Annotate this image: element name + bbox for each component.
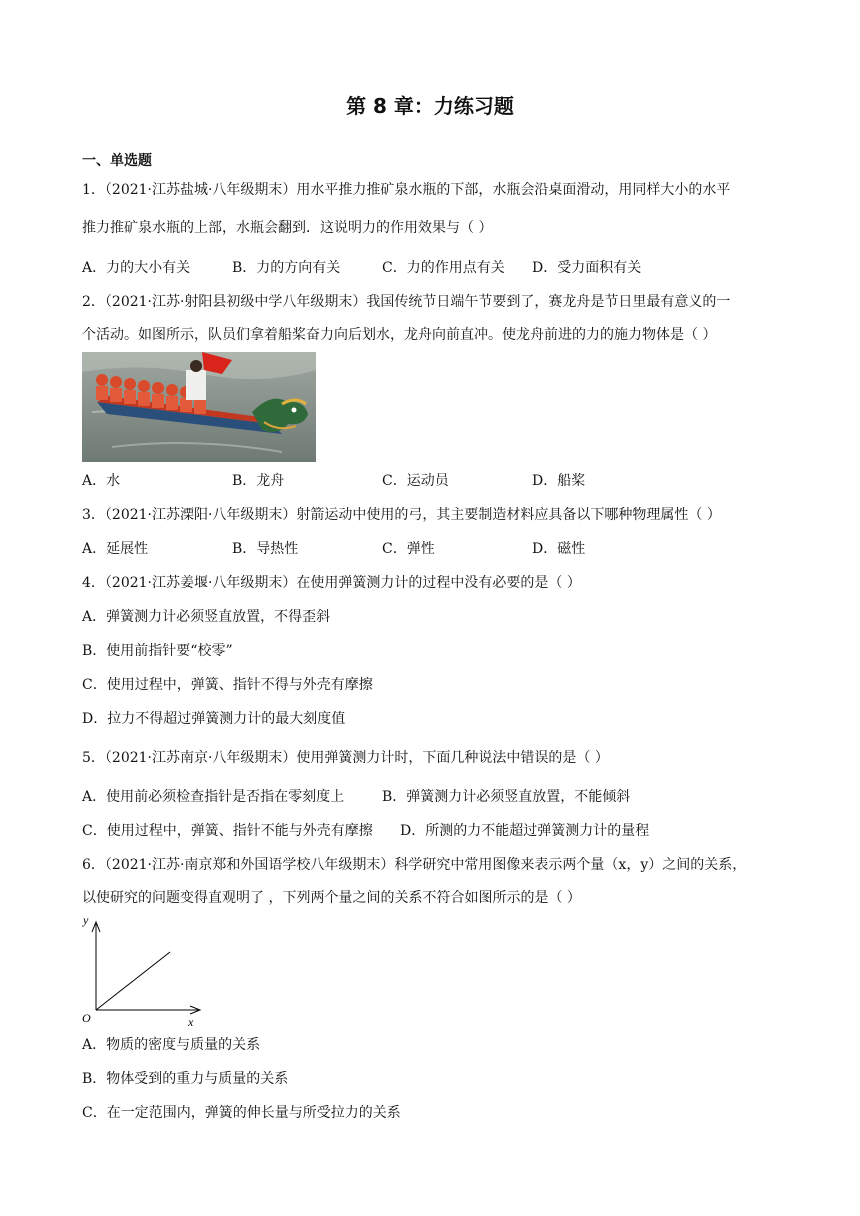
graph-origin-label: O bbox=[82, 1011, 91, 1025]
question-2-line-1: 2．（2021·江苏·射阳县初级中学八年级期末）我国传统节日端午节要到了，赛龙舟是节日里最有意义的一 bbox=[82, 294, 731, 310]
question-4-line-1: 4．（2021·江苏姜堰·八年级期末）在使用弹簧测力计的过程中没有必要的是（ ） bbox=[82, 575, 581, 591]
question-6-line-1: 6．（2021·江苏·南京郑和外国语学校八年级期末）科学研究中常用图像来表示两个量（x，y）之间的关系， bbox=[82, 857, 747, 873]
section-heading: 一、单选题 bbox=[82, 153, 152, 169]
question-6-option-a: A．物质的密度与质量的关系 bbox=[82, 1037, 261, 1053]
question-5-option-d: D．所测的力不能超过弹簧测力计的量程 bbox=[400, 823, 650, 839]
question-5-option-a: A．使用前必须检查指针是否指在零刻度上 bbox=[82, 789, 345, 805]
question-2-option-c: C．运动员 bbox=[382, 473, 449, 489]
question-1-option-b: B．力的方向有关 bbox=[232, 260, 341, 276]
dragon-boat-photo bbox=[82, 352, 316, 462]
question-4-option-b: B．使用前指针要“校零” bbox=[82, 643, 233, 659]
question-2-option-b: B．龙舟 bbox=[232, 473, 285, 489]
question-4-option-c: C．使用过程中，弹簧、指针不得与外壳有摩擦 bbox=[82, 677, 373, 693]
question-1-option-c: C．力的作用点有关 bbox=[382, 260, 505, 276]
question-2-line-2: 个活动。如图所示，队员们拿着船桨奋力向后划水，龙舟向前直冲。使龙舟前进的力的施力物体是（ ） bbox=[82, 327, 717, 343]
graph-x-label: x bbox=[188, 1015, 194, 1029]
question-3-option-b: B．导热性 bbox=[232, 541, 299, 557]
question-6-option-b: B．物体受到的重力与质量的关系 bbox=[82, 1071, 289, 1087]
question-1-option-a: A．力的大小有关 bbox=[82, 260, 191, 276]
question-1-line-1: 1．（2021·江苏盐城·八年级期末）用水平推力推矿泉水瓶的下部，水瓶会沿桌面滑动，用同样大小的水平 bbox=[82, 182, 731, 198]
page-title: 第 8 章：力练习题 bbox=[346, 94, 514, 118]
question-5-option-c: C．使用过程中，弹簧、指针不能与外壳有摩擦 bbox=[82, 823, 373, 839]
question-1-line-2: 推力推矿泉水瓶的上部，水瓶会翻到．这说明力的作用效果与（ ） bbox=[82, 220, 493, 236]
question-5-line-1: 5．（2021·江苏南京·八年级期末）使用弹簧测力计时，下面几种说法中错误的是（ ） bbox=[82, 750, 609, 766]
question-3-line-1: 3．（2021·江苏溧阳·八年级期末）射箭运动中使用的弓，其主要制造材料应具备以下哪种物理属性（ ） bbox=[82, 507, 721, 523]
graph-y-label: y bbox=[83, 913, 89, 927]
question-4-option-a: A．弹簧测力计必须竖直放置，不得歪斜 bbox=[82, 609, 331, 625]
question-2-option-a: A．水 bbox=[82, 473, 121, 489]
question-3-option-c: C．弹性 bbox=[382, 541, 435, 557]
xy-graph bbox=[78, 912, 203, 1030]
question-1-option-d: D．受力面积有关 bbox=[532, 260, 642, 276]
question-3-option-d: D．磁性 bbox=[532, 541, 586, 557]
question-6-line-2: 以使研究的问题变得直观明了 ，下列两个量之间的关系不符合如图所示的是（ ） bbox=[82, 890, 581, 906]
question-5-option-b: B．弹簧测力计必须竖直放置，不能倾斜 bbox=[382, 789, 631, 805]
question-6-option-c: C．在一定范围内，弹簧的伸长量与所受拉力的关系 bbox=[82, 1105, 401, 1121]
question-3-option-a: A．延展性 bbox=[82, 541, 149, 557]
question-4-option-d: D．拉力不得超过弹簧测力计的最大刻度值 bbox=[82, 711, 346, 727]
question-2-option-d: D．船桨 bbox=[532, 473, 586, 489]
